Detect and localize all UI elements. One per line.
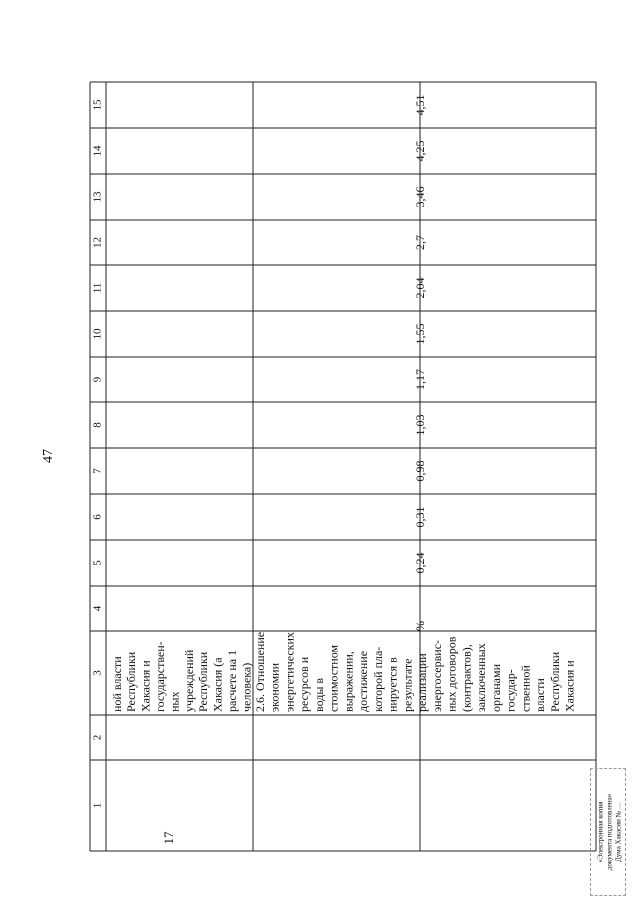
indicator-text-line: энергосервис- xyxy=(429,639,444,712)
value-cell: 4,25 xyxy=(412,140,427,162)
column-number-12: 12 xyxy=(91,237,104,248)
indicator-name-cell xyxy=(253,632,577,712)
indicator-text-line: воды в xyxy=(311,677,326,712)
indicator-text-line: Республики xyxy=(547,651,562,712)
column-number-9: 9 xyxy=(91,376,104,383)
value-cell: 0,31 xyxy=(412,506,427,528)
column-number-15: 15 xyxy=(91,99,104,111)
continued-text-line: учреждений xyxy=(181,649,196,712)
indicator-text-line: энергетических xyxy=(282,632,297,712)
column-number-7: 7 xyxy=(91,468,104,474)
indicator-text-line: 2.6. Отношение xyxy=(252,631,267,712)
indicator-text-line: заключенных xyxy=(474,643,488,712)
continued-text-line: Хакасия и xyxy=(138,660,153,712)
column-number-1: 1 xyxy=(91,802,104,809)
column-number-10: 10 xyxy=(91,328,104,340)
indicator-text-line: достижение xyxy=(356,650,370,712)
continued-text-line: человека) xyxy=(239,662,254,712)
value-cell: 1,55 xyxy=(412,323,427,345)
column-number-4: 4 xyxy=(91,605,104,612)
column-number-6: 6 xyxy=(91,514,104,520)
indicator-text-line: результате xyxy=(400,658,415,712)
column-number-13: 13 xyxy=(91,191,104,203)
stamp-text-line: «Электронная копия xyxy=(596,801,605,863)
value-cell: 0,24 xyxy=(412,552,427,574)
indicator-text-line: ресурсов и xyxy=(297,656,311,712)
column-number-14: 14 xyxy=(91,145,104,157)
value-cell: 1,03 xyxy=(412,414,427,436)
column-number-3: 3 xyxy=(91,670,104,676)
value-cell: 1,17 xyxy=(412,369,427,390)
column-number-8: 8 xyxy=(91,422,104,428)
column-number-5: 5 xyxy=(91,560,104,566)
continued-text-line: расчете на 1 xyxy=(224,649,239,712)
indicator-text-line: которой пла- xyxy=(370,646,385,712)
indicator-text-line: органами xyxy=(488,663,503,712)
stamp-text-line: Дума Хакасии № … xyxy=(614,802,623,862)
table-header-row xyxy=(92,99,104,808)
page-number: 47 xyxy=(41,449,57,463)
table-grid xyxy=(90,82,596,851)
value-cell: 4,51 xyxy=(412,94,427,116)
value-cell: 0,98 xyxy=(412,460,427,482)
indicator-text-line: ственной xyxy=(518,665,533,712)
indicator-text-line: нируется в xyxy=(385,657,400,712)
continued-text-line: ной власти xyxy=(109,656,124,712)
indicator-text-line: государ- xyxy=(503,669,518,712)
indicator-text-line: выражении, xyxy=(341,651,356,712)
indicator-text-line: реализации xyxy=(415,653,429,712)
column-number-2: 2 xyxy=(91,734,104,741)
indicator-text-line: экономии xyxy=(267,662,282,712)
continued-text-line: Республики xyxy=(196,651,211,712)
value-cell: 2,7 xyxy=(412,235,427,250)
value-cell: 2,04 xyxy=(412,277,427,299)
row-number: 17 xyxy=(160,831,176,845)
indicator-text-line: Хакасия и xyxy=(562,660,577,712)
continued-text-line: ных xyxy=(167,691,182,712)
continued-row-indicator-cell xyxy=(110,641,254,712)
indicator-text-line: (контрактов), xyxy=(459,644,474,712)
stamp-frame xyxy=(590,768,626,896)
value-cell: 3,46 xyxy=(412,186,427,208)
data-table xyxy=(90,82,596,851)
indicator-text-line: власти xyxy=(533,678,547,712)
table-row-17 xyxy=(161,95,577,845)
stamp-text-line: документа подготовлена» xyxy=(605,793,614,871)
continued-text-line: государствен- xyxy=(152,641,167,712)
column-number-11: 11 xyxy=(91,282,104,294)
indicator-text-line: стоимостном xyxy=(326,644,341,712)
continued-text-line: Республики xyxy=(124,651,139,712)
continued-text-line: Хакасия (а xyxy=(210,657,225,712)
indicator-text-line: ных договоров xyxy=(444,636,459,712)
unit-cell: % xyxy=(412,621,427,631)
